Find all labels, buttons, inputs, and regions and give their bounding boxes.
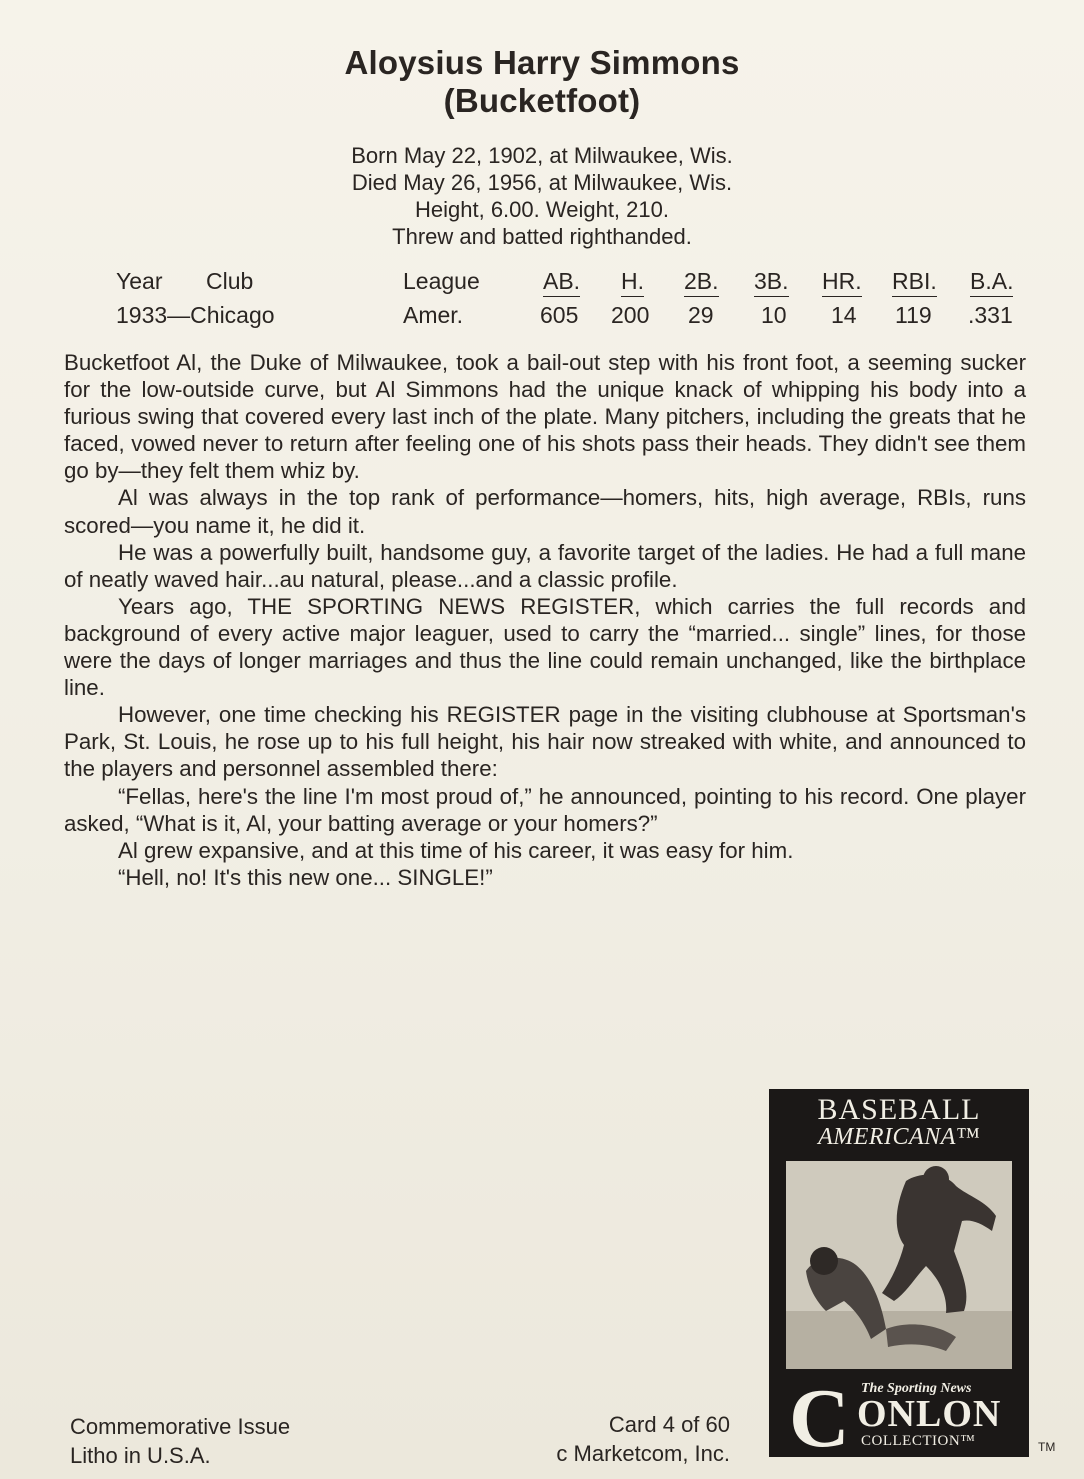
story-text bbox=[64, 349, 1026, 891]
stats-header-year: Year bbox=[116, 268, 163, 294]
stats-rbi: 119 bbox=[895, 302, 932, 328]
footer-issue: Commemorative Issue bbox=[70, 1414, 291, 1439]
player-name bbox=[0, 44, 1084, 120]
stats-header-league: League bbox=[403, 268, 480, 294]
footer-right bbox=[508, 1410, 730, 1468]
stats-header-hr: HR. bbox=[822, 268, 862, 297]
stats-h: 200 bbox=[611, 302, 650, 328]
baseball-americana-title bbox=[769, 1095, 1029, 1149]
trademark-mark: TM bbox=[1038, 1440, 1056, 1454]
bio-throws-bats: Threw and batted righthanded. bbox=[392, 224, 692, 249]
conlon-collection-logo bbox=[769, 1089, 1029, 1465]
stats-header-2b: 2B. bbox=[684, 268, 719, 297]
footer-copyright: c Marketcom, Inc. bbox=[556, 1441, 730, 1466]
story-paragraph-2: Al was always in the top rank of performance—homers, hits, high average, RBIs, runs scored—you name it, he did it. bbox=[64, 485, 1026, 538]
story-paragraph-8: “Hell, no! It's this new one... SINGLE!” bbox=[118, 864, 493, 890]
story-paragraph-6: “Fellas, here's the line I'm most proud of,” he announced, pointing to his record. One player asked, “What is it, Al, your batting average or your homers?” bbox=[64, 783, 1026, 836]
stats-header-ba: B.A. bbox=[970, 268, 1013, 297]
stats-table bbox=[0, 268, 1084, 338]
stats-header-ab: AB. bbox=[543, 268, 580, 297]
bio-died: Died May 26, 1956, at Milwaukee, Wis. bbox=[351, 170, 733, 195]
stats-ba: .331 bbox=[968, 302, 1013, 328]
footer-left bbox=[70, 1412, 290, 1470]
logo-baseball: BASEBALL bbox=[817, 1093, 981, 1126]
player-nickname: (Bucketfoot) bbox=[443, 82, 641, 119]
logo-americana: AMERICANA™ bbox=[818, 1124, 980, 1150]
footer-card-number: Card 4 of 60 bbox=[608, 1412, 730, 1437]
logo-conlon: ONLON bbox=[857, 1393, 1002, 1435]
baseball-photo-icon bbox=[786, 1161, 1012, 1369]
stats-ab: 605 bbox=[540, 302, 579, 328]
stats-league: Amer. bbox=[403, 302, 464, 328]
bio-born: Born May 22, 1902, at Milwaukee, Wis. bbox=[351, 143, 733, 168]
story-paragraph-4: Years ago, THE SPORTING NEWS REGISTER, which carries the full records and background of every active major leaguer, used to carry the “married... single” lines, for those were the days of longer marriages and thus the line could remain unchanged, like the birthplace line. bbox=[64, 593, 1026, 701]
stats-header-club: Club bbox=[206, 268, 254, 294]
stats-header-h: H. bbox=[621, 268, 644, 297]
story-paragraph-5: However, one time checking his REGISTER page in the visiting clubhouse at Sportsman's Park, St. Louis, he rose up to his full height, his hair now streaked with white, and announced to the players and personnel assembled there: bbox=[64, 702, 1026, 782]
stats-3b: 10 bbox=[761, 302, 787, 328]
stats-year-club: 1933—Chicago bbox=[116, 302, 275, 328]
logo-sporting-news: The Sporting News bbox=[861, 1381, 972, 1396]
stats-header-rbi: RBI. bbox=[892, 268, 937, 297]
footer-litho: Litho in U.S.A. bbox=[70, 1443, 211, 1468]
story-paragraph-3: He was a powerfully built, handsome guy, a favorite target of the ladies. He had a full mane of neatly waved hair...au natural, please...and a classic profile. bbox=[64, 539, 1026, 592]
stats-2b: 29 bbox=[688, 302, 714, 328]
story-paragraph-1: Bucketfoot Al, the Duke of Milwaukee, took a bail-out step with his front foot, a seeming sucker for the low-outside curve, but Al Simmons had the unique knack of whipping his body into a furious swing that covered every last inch of the plate. Many pitchers, including the greats that he faced, vowed never to return after feeling one of his shots pass their heads. They didn't see them go by—they felt them whiz by. bbox=[64, 350, 1026, 484]
logo-big-c: C bbox=[789, 1372, 850, 1465]
stats-header-3b: 3B. bbox=[754, 268, 789, 297]
stats-hr: 14 bbox=[831, 302, 857, 328]
player-bio bbox=[0, 142, 1084, 250]
player-full-name: Aloysius Harry Simmons bbox=[344, 44, 740, 81]
story-paragraph-7: Al grew expansive, and at this time of his career, it was easy for him. bbox=[118, 837, 794, 863]
logo-collection: COLLECTION™ bbox=[861, 1433, 976, 1449]
bio-height-weight: Height, 6.00. Weight, 210. bbox=[415, 197, 669, 222]
